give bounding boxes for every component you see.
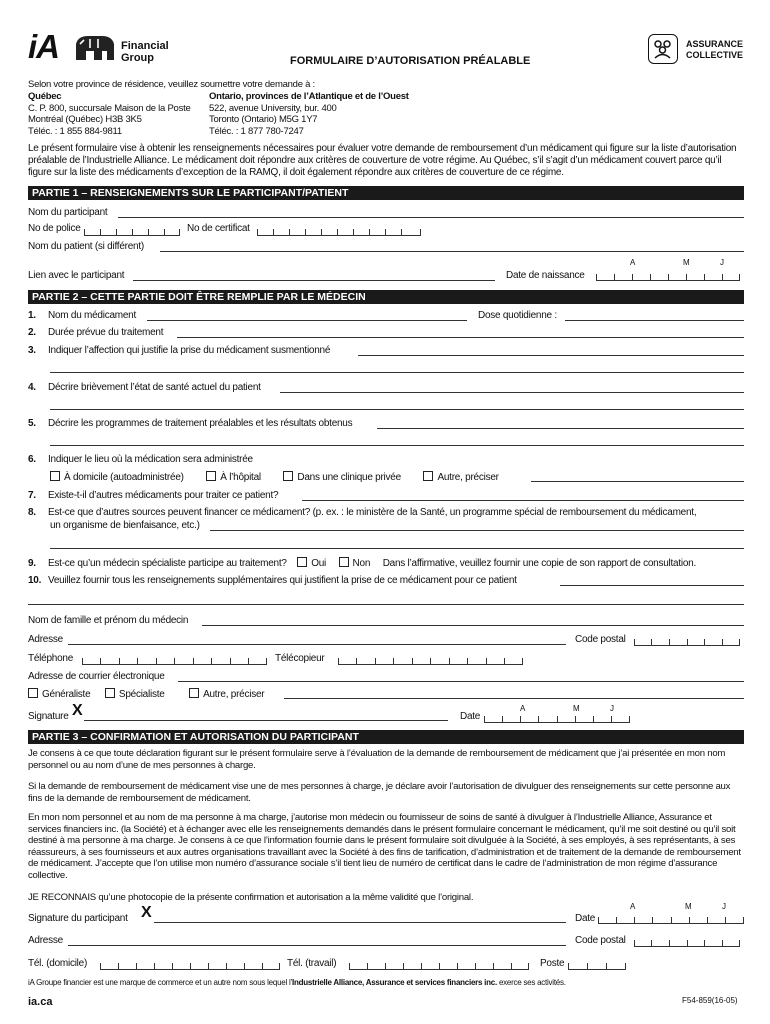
other-drugs-field[interactable] — [302, 500, 744, 501]
q4-label: Décrire brièvement l’état de santé actuel du patient — [48, 382, 261, 393]
q3-label: Indiquer l’affection qui justifie la prise du médicament susmentionné — [48, 345, 331, 356]
group-insurance-badge — [648, 34, 756, 68]
participant-name-label: Nom du participant — [28, 207, 108, 218]
logo-line1: Financial — [121, 40, 169, 52]
doctor-fax-label: Télécopieur — [275, 653, 325, 664]
patient-name-label: Nom du patient (si différent) — [28, 241, 144, 252]
q3-number: 3. — [28, 345, 36, 356]
additional-info-field[interactable] — [560, 585, 744, 586]
doctor-signature-label: Signature — [28, 711, 69, 722]
part1-header: PARTIE 1 – RENSEIGNEMENTS SUR LE PARTICIPANT/PATIENT — [28, 186, 744, 200]
funding-sources-field-extra[interactable] — [50, 548, 744, 549]
website-link[interactable]: ia.ca — [28, 996, 53, 1008]
participant-year-header: A — [630, 902, 636, 911]
q6-label: Indiquer le lieu où la médication sera administrée — [48, 454, 253, 465]
specialist-checkbox[interactable] — [105, 688, 115, 698]
drug-name-field[interactable] — [147, 320, 467, 321]
certificate-number-field[interactable] — [257, 225, 421, 236]
birth-date-label: Date de naissance — [506, 270, 585, 281]
funding-sources-field[interactable] — [210, 530, 744, 531]
policy-number-field[interactable] — [84, 225, 180, 236]
q8-label: Est-ce que d’autres sources peuvent financer ce médicament? (p. ex. : le ministère de la Santé, un programme spécial de remboursement du médicament, — [48, 507, 697, 518]
q8-number: 8. — [28, 507, 36, 518]
q5-label: Décrire les programmes de traitement préalables et les résultats obtenus — [48, 418, 353, 429]
company-logo — [28, 28, 173, 68]
doctor-date-field[interactable] — [484, 712, 630, 723]
month-header: M — [683, 258, 690, 267]
q1-label: Nom du médicament — [48, 310, 137, 321]
intro-paragraph: Le présent formulaire vise à obtenir les renseignements nécessaires pour évaluer votre demande de remboursement d’un médicament qui figure sur la liste d’autorisation préalable de l’Industrielle Alliance. Le médicament doit répondre aux critères de couverture de votre régime. Au Québec, s’il s’agit d’un médicament couvert parce qu’il figure sur la liste des médicaments d’exception de la RAMQ, il doit également répondre aux critères de couverture de ce régime. — [28, 143, 737, 178]
ontario-address — [209, 91, 409, 137]
home-checkbox[interactable] — [50, 471, 60, 481]
q9-label: Est-ce qu’un médecin spécialiste participe au traitement? — [48, 558, 287, 569]
badge-line2: COLLECTIVE — [686, 50, 744, 60]
work-phone-field[interactable] — [349, 959, 529, 970]
ontario-line: 522, avenue University, bur. 400 — [209, 102, 337, 114]
work-phone-label: Tél. (travail) — [287, 958, 337, 969]
quebec-line: Montréal (Québec) H3B 3K5 — [28, 114, 142, 125]
other-place-option[interactable]: Autre, préciser — [423, 472, 498, 483]
specialist-no-option[interactable]: Non — [339, 558, 371, 569]
birth-date-field[interactable] — [596, 270, 740, 281]
general-practitioner-checkbox[interactable] — [28, 688, 38, 698]
general-practitioner-option[interactable]: Généraliste — [28, 689, 90, 700]
specialist-option[interactable]: Spécialiste — [105, 689, 165, 700]
doctor-postal-code-label: Code postal — [575, 634, 626, 645]
hospital-option[interactable]: À l’hôpital — [206, 472, 261, 483]
doctor-email-label: Adresse de courrier électronique — [28, 671, 165, 682]
daily-dose-field[interactable] — [565, 320, 744, 321]
condition-field[interactable] — [358, 355, 744, 356]
doctor-day-header: J — [610, 704, 614, 713]
doctor-year-header: A — [520, 704, 526, 713]
people-icon — [648, 34, 678, 64]
participant-date-label: Date — [575, 913, 596, 924]
duration-field[interactable] — [177, 337, 744, 338]
participant-signature-field[interactable] — [154, 922, 566, 923]
doctor-email-field[interactable] — [178, 681, 744, 682]
ontario-fax: Téléc. : 1 877 780-7247 — [209, 125, 304, 137]
quebec-line: C. P. 800, succursale Maison de la Poste — [28, 102, 191, 114]
q10-number: 10. — [28, 575, 42, 586]
logo-mark: iA — [28, 28, 59, 65]
administration-place-options — [50, 471, 499, 483]
doctor-postal-code-field[interactable] — [634, 635, 740, 646]
participant-address-label: Adresse — [28, 935, 63, 946]
certificate-number-label: No de certificat — [187, 223, 250, 234]
quebec-title: Québec — [28, 91, 62, 102]
ontario-line: Toronto (Ontario) M5G 1Y7 — [209, 114, 318, 125]
doctor-phone-label: Téléphone — [28, 653, 74, 664]
consent-paragraph-3: En mon nom personnel et au nom de ma personne à ma charge, j’autorise mon médecin ou fournisseur de soins de santé à divulguer à l’Industrielle Alliance, Assurance et services financiers inc. (la Société) et à échanger avec elle les renseignements demandés dans le présent formulaire concernant le médicament, qu’il me soit destiné ou qu’il soit destiné à ma personne à ma charge. Je consens à ce que l’information fournie dans le présent formulaire soit divulguée à la Société, à ses employés, à ses représentants, à ses réassureurs, à ses fournisseurs et aux autres organisations travaillant avec la Société à des fins de tarification, d’administration et de traitement de la demande de remboursement de médicament. J’accepte que l’on utilise mon numéro d’assurance sociale s’il tient lieu de numéro de certificat dans le cadre de l’administration de mon régime d’assurance collective. — [28, 812, 741, 881]
daily-dose-label: Dose quotidienne : — [478, 310, 557, 321]
q7-label: Existe-t-il d’autres médicaments pour traiter ce patient? — [48, 490, 279, 501]
patient-name-field[interactable] — [160, 251, 744, 252]
policy-number-label: No de police — [28, 223, 81, 234]
doctor-name-label: Nom de famille et prénom du médecin — [28, 615, 189, 626]
badge-line1: ASSURANCE — [686, 39, 744, 49]
extension-field[interactable] — [568, 959, 626, 970]
q9-number: 9. — [28, 558, 36, 569]
elephant-icon — [72, 34, 117, 62]
form-code: F54-859(16-05) — [682, 996, 738, 1005]
day-header: J — [720, 258, 724, 267]
doctor-month-header: M — [573, 704, 580, 713]
private-clinic-checkbox[interactable] — [283, 471, 293, 481]
additional-info-field-extra[interactable] — [28, 604, 744, 605]
home-option[interactable]: À domicile (autoadministrée) — [50, 472, 184, 483]
health-status-field-extra[interactable] — [50, 409, 744, 410]
ontario-title: Ontario, provinces de l’Atlantique et de l’Ouest — [209, 91, 409, 102]
doctor-signature-field[interactable] — [84, 720, 448, 721]
doctor-name-field[interactable] — [202, 625, 744, 626]
part3-header: PARTIE 3 – CONFIRMATION ET AUTORISATION DU PARTICIPANT — [28, 730, 744, 744]
health-status-field[interactable] — [280, 392, 744, 393]
q1-number: 1. — [28, 310, 36, 321]
quebec-fax: Téléc. : 1 855 884-9811 — [28, 125, 122, 137]
q2-label: Durée prévue du traitement — [48, 327, 164, 338]
home-phone-label: Tél. (domicile) — [28, 958, 88, 969]
q6-number: 6. — [28, 454, 36, 465]
private-clinic-option[interactable]: Dans une clinique privée — [283, 472, 401, 483]
participant-signature-mark: X — [141, 904, 152, 921]
other-type-option[interactable]: Autre, préciser — [189, 689, 264, 700]
specialist-yes-checkbox[interactable] — [297, 557, 307, 567]
doctor-address-field[interactable] — [68, 644, 566, 645]
q7-number: 7. — [28, 490, 36, 501]
extension-label: Poste — [540, 958, 565, 969]
doctor-type-options — [28, 688, 264, 700]
other-place-checkbox[interactable] — [423, 471, 433, 481]
relationship-label: Lien avec le participant — [28, 270, 125, 281]
logo-line2: Group — [121, 52, 154, 64]
q2-number: 2. — [28, 327, 36, 338]
home-phone-field[interactable] — [100, 959, 280, 970]
q4-number: 4. — [28, 382, 36, 393]
doctor-phone-field[interactable] — [82, 654, 267, 665]
condition-field-extra[interactable] — [50, 372, 744, 373]
consent-paragraph-2: Si la demande de remboursement de médicament vise une de mes personnes à charge, je déclare avoir l’autorisation de divulguer des renseignements sur cette personne aux fins de la demande de remboursement de médicament. — [28, 781, 731, 804]
participant-date-field[interactable] — [598, 913, 744, 924]
form-title: FORMULAIRE D’AUTORISATION PRÉALABLE — [290, 55, 531, 67]
specialist-no-checkbox[interactable] — [339, 557, 349, 567]
year-header: A — [630, 258, 636, 267]
other-place-field[interactable] — [531, 481, 744, 482]
quebec-address — [28, 91, 191, 137]
participant-month-header: M — [685, 902, 692, 911]
hospital-checkbox[interactable] — [206, 471, 216, 481]
specialist-note: Dans l’affirmative, veuillez fournir une copie de son rapport de consultation. — [382, 558, 696, 569]
address-intro: Selon votre province de résidence, veuillez soumettre votre demande à : — [28, 79, 315, 90]
q10-label: Veuillez fournir tous les renseignements supplémentaires qui justifient la prise de ce médicament pour ce patient — [48, 575, 517, 586]
other-type-field[interactable] — [284, 698, 744, 699]
participant-signature-label: Signature du participant — [28, 913, 128, 924]
doctor-fax-field[interactable] — [338, 654, 523, 665]
participant-postal-code-label: Code postal — [575, 935, 626, 946]
doctor-address-label: Adresse — [28, 634, 63, 645]
trademark-notice: iA Groupe financier est une marque de commerce et un autre nom sous lequel l’Industrielle Alliance, Assurance et services financiers inc. exerce ses activités. — [28, 978, 566, 987]
participant-postal-code-field[interactable] — [634, 936, 740, 947]
signature-mark: X — [72, 702, 83, 719]
other-type-checkbox[interactable] — [189, 688, 199, 698]
prior-treatment-field[interactable] — [377, 428, 744, 429]
consent-paragraph-1: Je consens à ce que toute déclaration figurant sur le présent formulaire serve à l’évaluation de la demande de remboursement de médicament que j’ai présentée en mon nom personnel ou au nom d’une de mes personnes à charge. — [28, 748, 726, 771]
doctor-date-label: Date — [460, 711, 481, 722]
prior-treatment-field-extra[interactable] — [50, 445, 744, 446]
specialist-yes-option[interactable]: Oui — [297, 558, 326, 569]
consent-paragraph-4: JE RECONNAIS qu’une photocopie de la présente confirmation et autorisation a la même validité que l’original. — [28, 892, 474, 903]
part2-header: PARTIE 2 – CETTE PARTIE DOIT ÊTRE REMPLIE PAR LE MÉDECIN — [28, 290, 744, 304]
q8-label-cont: un organisme de bienfaisance, etc.) — [50, 520, 200, 531]
participant-name-field[interactable] — [118, 217, 744, 218]
relationship-field[interactable] — [133, 280, 495, 281]
q5-number: 5. — [28, 418, 36, 429]
participant-day-header: J — [722, 902, 726, 911]
participant-address-field[interactable] — [68, 945, 566, 946]
